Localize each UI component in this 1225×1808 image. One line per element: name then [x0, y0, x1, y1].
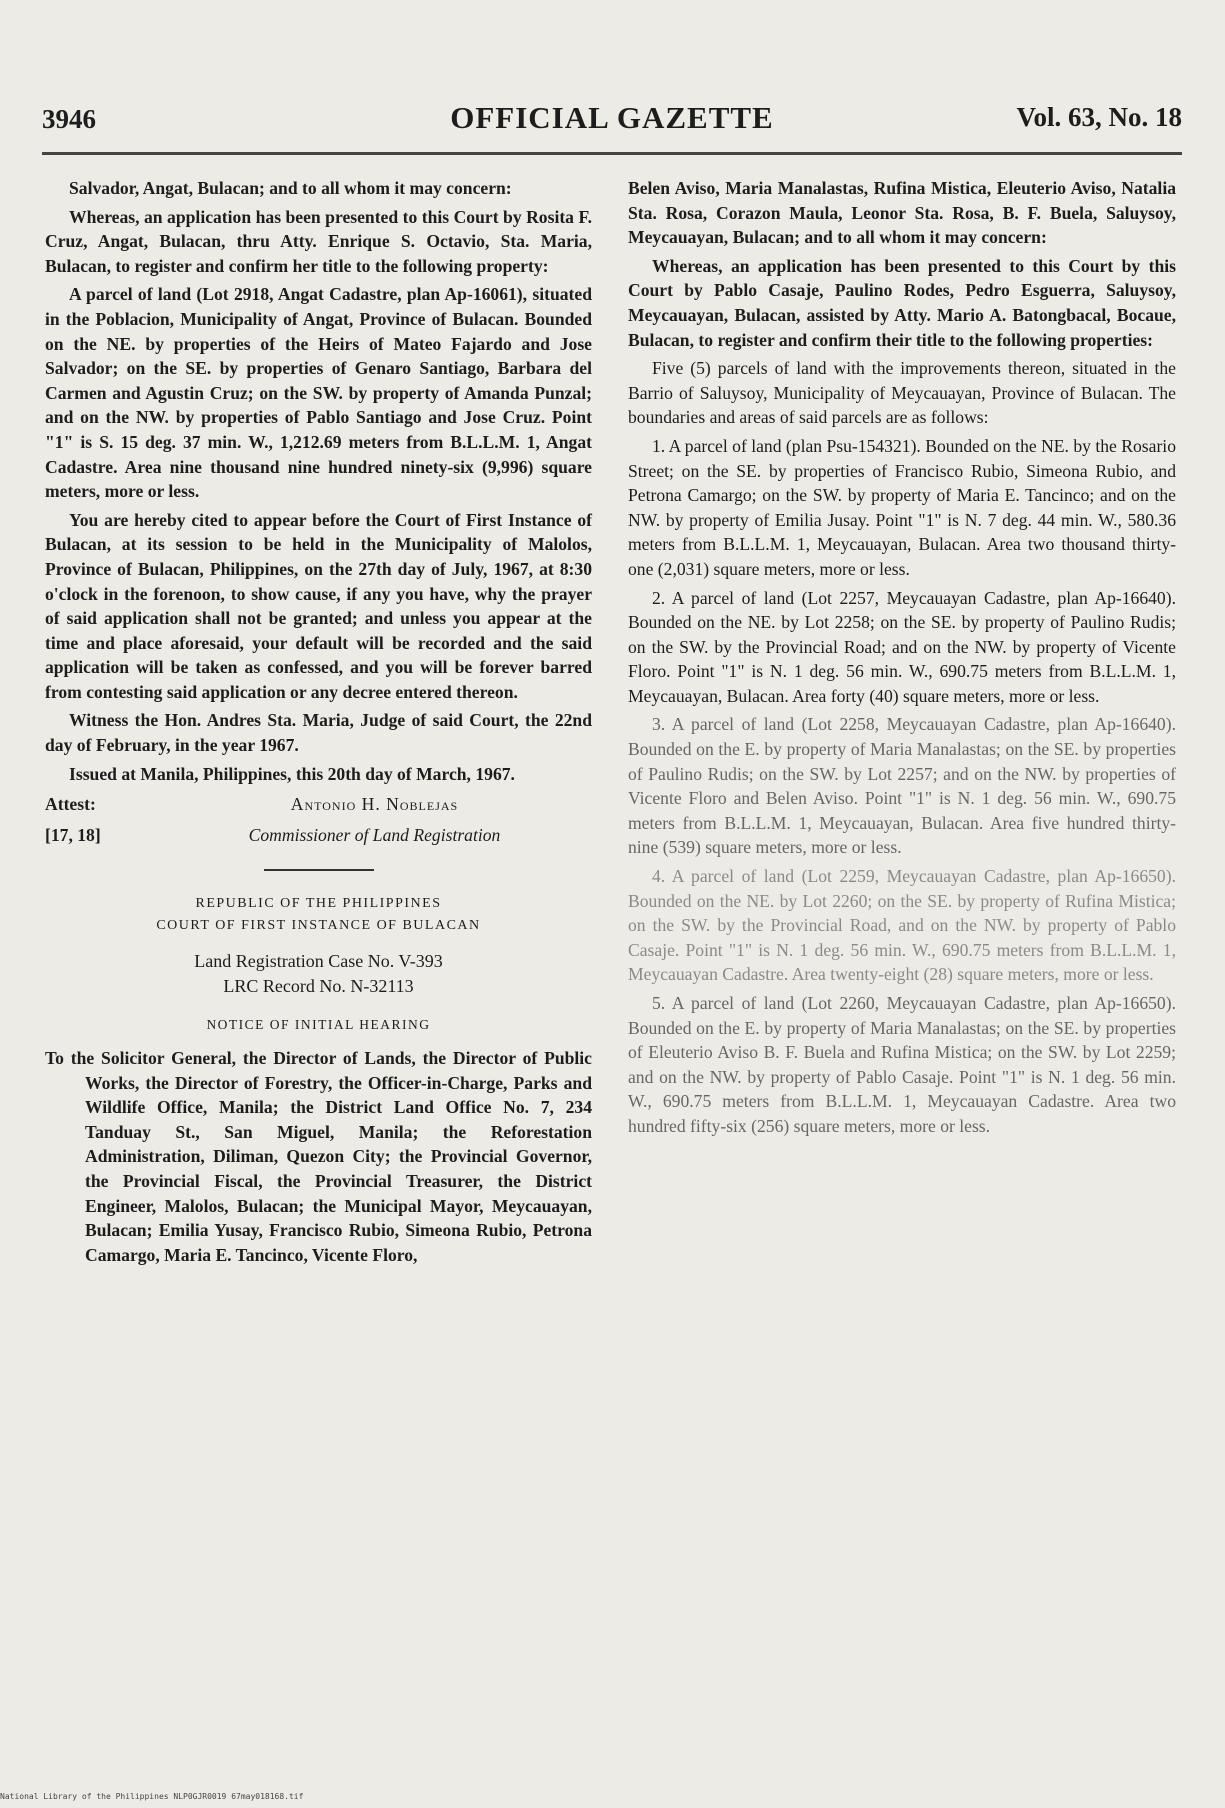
attest-ref: [17, 18] — [45, 824, 101, 845]
left-opening: Salvador, Angat, Bulacan; and to all whom it may concern: — [69, 178, 512, 198]
section-divider — [264, 869, 374, 871]
right-cont: Belen Aviso, Maria Manalastas, Rufina Mistica, Eleuterio Aviso, Natalia Sta. Rosa, Corazon Maula, Leonor Sta. Rosa, B. F. Buela, Saluysoy, Meycauayan, Bulacan; and to all whom it may concern: — [628, 178, 1176, 248]
parcel-2: 2. A parcel of land (Lot 2257, Meycauayan Cadastre, plan Ap-16640). Bounded on the NE. by Lot 2258; on the SE. by property of Paulino Rudis; on the SW. by the Provincial Road; and on the NW. by property of Vicente Floro. Point "1" is N. 1 deg. 56 min. W., 690.75 meters from B.L.L.M. 1, Meycauayan, Bulacan. Area forty (40) square meters, more or less. — [628, 587, 1176, 706]
right-five-parcels: Five (5) parcels of land with the improvements thereon, situated in the Barrio of Saluysoy, Municipality of Meycauayan, Province of Bulacan. The boundaries and areas of said parcels are as follows: — [628, 358, 1176, 428]
lrc-record: LRC Record No. N-32113 — [223, 976, 414, 997]
volume-number: Vol. 63, No. 18 — [1016, 102, 1182, 132]
parcel-3: 3. A parcel of land (Lot 2258, Meycauayan Cadastre, plan Ap-16640). Bounded on the E. by property of Maria Manalastas; on the SE. by properties of Paulino Rudis; on the SW. by Lot 2257; and on the NW. by properties of Vicente Floro and Belen Aviso. Point "1" is N. 1 deg. 56 min. W., 690.75 meters from B.L.L.M. 1, Meycauayan, Bulacan. Area five hundred thirty-nine (539) square meters, more or less. — [628, 714, 1176, 858]
notice-heading: NOTICE OF INITIAL HEARING — [206, 1017, 431, 1033]
left-witness: Witness the Hon. Andres Sta. Maria, Judge of said Court, the 22nd day of February, in the year 1967. — [45, 710, 592, 756]
page-header — [42, 100, 1182, 148]
left-issued: Issued at Manila, Philippines, this 20th day of March, 1967. — [69, 763, 515, 784]
attest-title: Commissioner of Land Registration — [248, 824, 501, 845]
left-addressees: To the Solicitor General, the Director of Lands, the Director of Public Works, the Director of Forestry, the Officer-in-Charge, Parks and Wildlife Office, Manila; the District Land Office No. 7, 234 Tanduay St., San Miguel, Manila; the Reforestation Administration, Diliman, Quezon City; the Provincial Governor, the Provincial Fiscal, the Provincial Treasurer, the District Engineer, Malolos, Bulacan; the Municipal Mayor, Meycauayan, Bulacan; Emilia Yusay, Francisco Rubio, Simeona Rubio, Petrona Camargo, Maria E. Tancinco, Vicente Floro, — [45, 1048, 592, 1265]
case-numbers — [45, 949, 592, 999]
right-whereas: Whereas, an application has been presented to this Court by this Court by Pablo Casaje, Paulino Rodes, Pedro Esguerra, Saluysoy, Meycauayan, Bulacan, assisted by Atty. Mario A. Batongbacal, Bocaue, Bulacan, to register and confirm their title to the following properties: — [628, 255, 1176, 350]
attest-name: Antonio H. Noblejas — [290, 794, 459, 815]
right-column — [628, 176, 1176, 1143]
left-column — [45, 176, 592, 1271]
page-number: 3946 — [42, 104, 96, 134]
attest-line — [45, 792, 592, 817]
parcel-4: 4. A parcel of land (Lot 2259, Meycauayan Cadastre, plan Ap-16650). Bounded on the NE. by Lot 2260; on the SE. by property of Rufina Mistica; on the SW. by the Provincial Road, and on the NW. by property of Pablo Casaje. Point "1" is N. 1 deg. 56 min. W., 690.75 meters from B.L.L.M. 1, Meycauayan Cadastre. Area twenty-eight (28) square meters, more or less. — [628, 866, 1176, 985]
case-number: Land Registration Case No. V-393 — [194, 951, 443, 972]
scan-footer: National Library of the Philippines NLP0GJR0019 67may018168.tif — [0, 1792, 304, 1801]
parcel-1: 1. A parcel of land (plan Psu-154321). Bounded on the NE. by the Rosario Street; on the SE. by properties of Francisco Rubio, Simeona Rubio, and Petrona Camargo; on the SW. by property of Maria E. Tancinco; and on the NW. by property of Emilia Jusay. Point "1" is N. 7 deg. 44 min. W., 580.36 meters from B.L.L.M. 1, Meycauayan, Bulacan. Area two thousand thirty-one (2,031) square meters, more or less. — [628, 435, 1176, 579]
republic-heading: REPUBLIC OF THE PHILIPPINES — [195, 896, 442, 912]
attest-label: Attest: — [45, 794, 96, 815]
left-parcel: A parcel of land (Lot 2918, Angat Cadastre, plan Ap-16061), situated in the Poblacion, Municipality of Angat, Province of Bulacan. Bounded on the NE. by properties of the Heirs of Mateo Fajardo and Jose Salvador; on the SE. by properties of Genaro Santiago, Barbara del Carmen and Agustin Cruz; on the SW. by property of Amanda Punzal; and on the NW. by properties of Pablo Santiago and Jose Cruz. Point "1" is S. 15 deg. 37 min. W., 1,212.69 meters from B.L.L.M. 1, Angat Cadastre. Area nine thousand nine hundred ninety-six (9,996) square meters, more or less. — [45, 284, 592, 502]
publication-title: OFFICIAL GAZETTE — [450, 100, 774, 135]
left-whereas: Whereas, an application has been presented to this Court by Rosita F. Cruz, Angat, Bulacan, thru Atty. Enrique S. Octavio, Sta. Maria, Bulacan, to register and confirm her title to the following property: — [45, 206, 592, 276]
parcel-5: 5. A parcel of land (Lot 2260, Meycauayan Cadastre, plan Ap-16650). Bounded on the E. by property of Maria Manalastas; on the SE. by properties of Eleuterio Aviso B. F. Buela and Rufina Mistica; on the SW. by Lot 2259; and on the NW. by property of Pablo Casaje. Point "1" is N. 1 deg. 56 min. W., 690.75 meters from B.L.L.M. 1, Meycauayan Cadastre. Area two hundred fifty-six (256) square meters, more or less. — [628, 993, 1176, 1136]
left-cited: You are hereby cited to appear before the Court of First Instance of Bulacan, at its session to be held in the Municipality of Malolos, Province of Bulacan, Philippines, on the 27th day of July, 1967, at 8:30 o'clock in the forenoon, to show cause, if any you have, why the prayer of said application shall not be granted; and unless you appear at the time and place aforesaid, your default will be recorded and the said application will be taken as confessed, and you will be forever barred from contesting said application or any decree entered thereon. — [45, 509, 592, 702]
court-heading: COURT OF FIRST INSTANCE OF BULACAN — [156, 918, 481, 934]
attest-title-line — [45, 823, 592, 848]
header-rule — [42, 152, 1182, 155]
